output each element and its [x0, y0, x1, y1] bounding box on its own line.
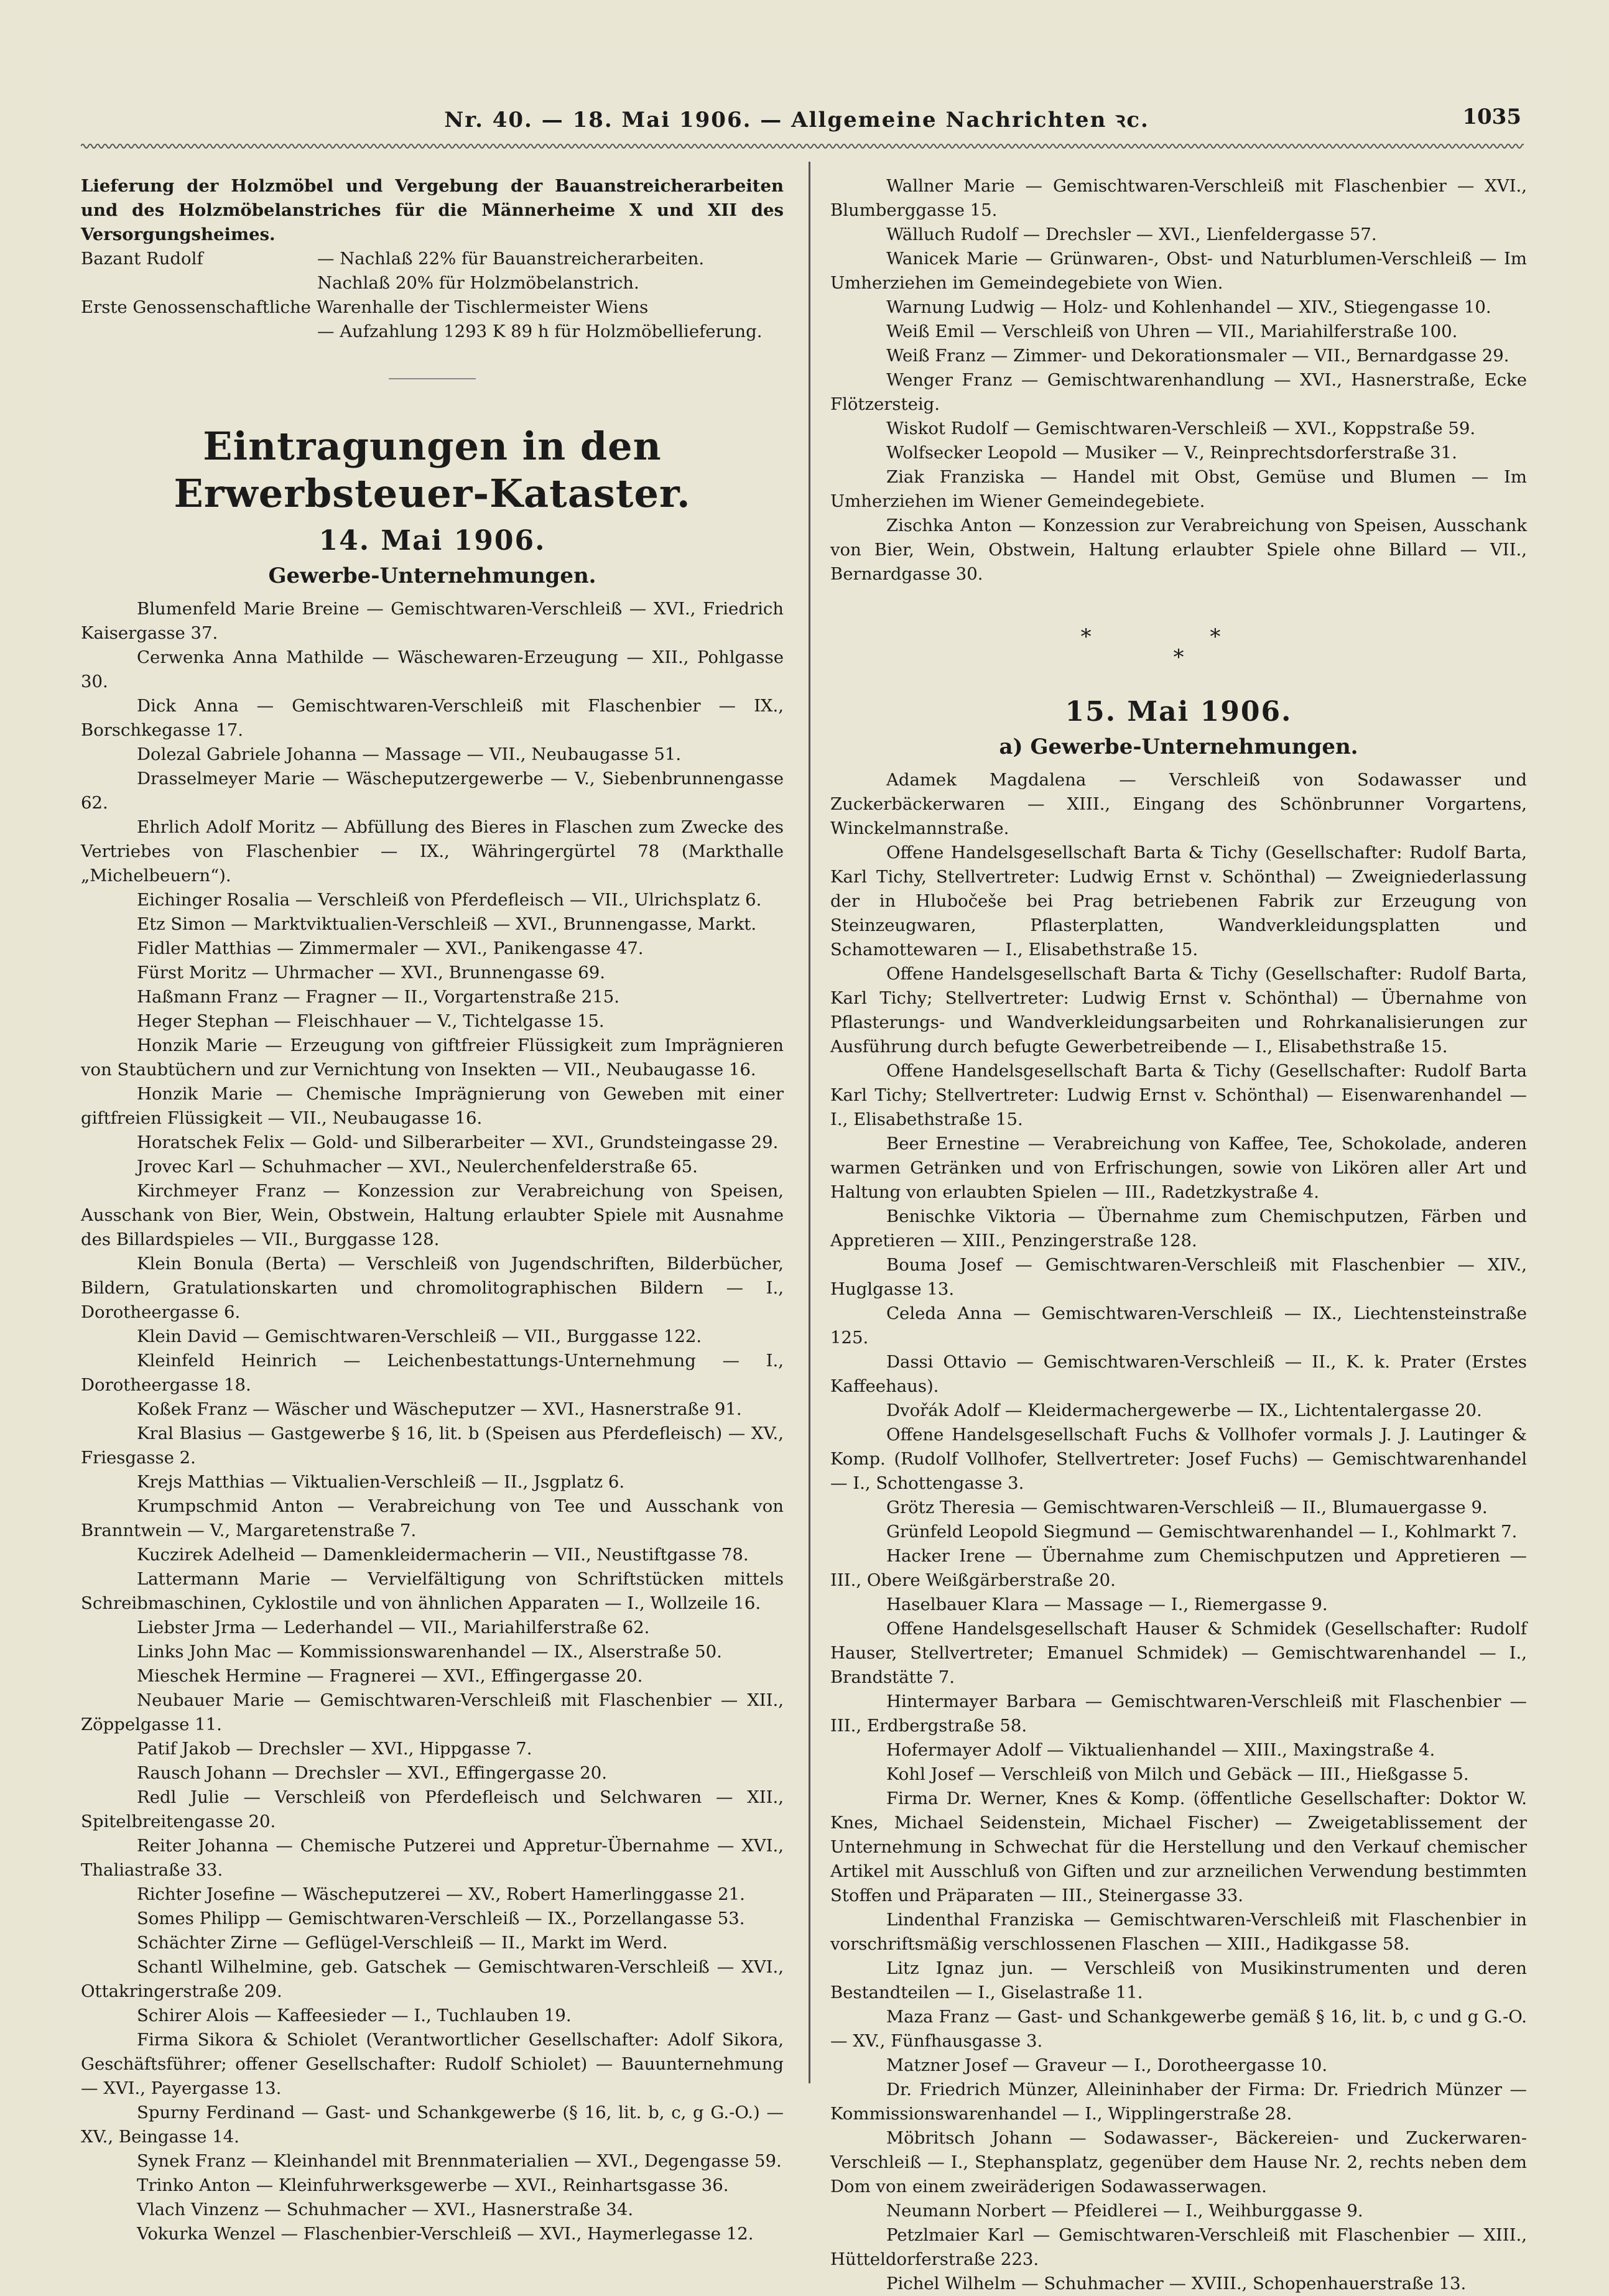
entries-list-14-continued — [830, 174, 1527, 586]
left-column — [81, 174, 784, 2246]
register-entry: Kohl Josef — Verschleiß von Milch und Gebäck — III., Hießgasse 5. — [886, 1764, 1469, 1784]
register-entry: Grünfeld Leopold Siegmund — Gemischtwarenhandel — I., Kohlmarkt 7. — [886, 1522, 1518, 1542]
page-number: 1035 — [1462, 104, 1521, 129]
register-entry: Neubauer Marie — Gemischtwaren-Verschleiß mit Flaschenbier — XII., Zöppelgasse 11. — [81, 1690, 784, 1734]
running-header — [72, 104, 1521, 136]
register-entry: Eichinger Rosalia — Verschleiß von Pferdefleisch — VII., Ulrichsplatz 6. — [137, 890, 762, 910]
header-title: Nr. 40. — 18. Mai 1906. — Allgemeine Nachrichten ꝛc. — [444, 108, 1149, 132]
register-entry: Pichel Wilhelm — Schuhmacher — XVIII., Schopenhauerstraße 13. — [886, 2274, 1467, 2294]
register-entry: Liebster Jrma — Lederhandel — VII., Mariahilferstraße 62. — [137, 1618, 650, 1637]
date-heading-14: 14. Mai 1906. — [318, 525, 546, 557]
right-column — [830, 174, 1527, 2296]
register-entry: Rausch Johann — Drechsler — XVI., Effingergasse 20. — [137, 1763, 608, 1783]
main-title: Eintragungen in den Erwerbsteuer-Kataster. — [174, 424, 691, 516]
register-entry: Celeda Anna — Gemischtwaren-Verschleiß — IX., Liechtensteinstraße 125. — [830, 1303, 1527, 1348]
register-entry: Lindenthal Franziska — Gemischtwaren-Verschleiß mit Flaschenbier in vorschriftsmäßig verschlossenen Flaschen — XIII., Hadikgasse 58. — [830, 1910, 1527, 1954]
register-entry: Fürst Moritz — Uhrmacher — XVI., Brunnengasse 69. — [137, 963, 606, 983]
register-entry: Weiß Emil — Verschleiß von Uhren — VII., Mariahilferstraße 100. — [886, 322, 1458, 341]
register-entry: Klein David — Gemischtwaren-Verschleiß — VII., Burggasse 122. — [137, 1326, 702, 1346]
register-entry: Heger Stephan — Fleischhauer — V., Tichtelgasse 15. — [137, 1011, 605, 1031]
register-entry: Richter Josefine — Wäscheputzerei — XV., Robert Hamerlinggasse 21. — [137, 1884, 745, 1904]
register-entry: Horatschek Felix — Gold- und Silberarbeiter — XVI., Grundsteingasse 29. — [137, 1132, 779, 1152]
register-entry: Krejs Matthias — Viktualien-Verschleiß — II., Jsgplatz 6. — [137, 1472, 625, 1492]
intro-row-name — [81, 271, 317, 295]
register-entry: Krumpschmid Anton — Verabreichung von Tee und Ausschank von Branntwein — V., Margaretenstraße 7. — [81, 1496, 784, 1540]
register-entry: Ziak Franziska — Handel mit Obst, Gemüse und Blumen — Im Umherziehen im Wiener Gemeindegebiete. — [830, 467, 1527, 511]
register-entry: Mieschek Hermine — Fragnerei — XVI., Effingergasse 20. — [137, 1666, 643, 1686]
register-entry: Petzlmaier Karl — Gemischtwaren-Verschleiß mit Flaschenbier — XIII., Hütteldorferstraße 223. — [830, 2225, 1527, 2269]
register-entry: Synek Franz — Kleinhandel mit Brennmaterialien — XVI., Degengasse 59. — [137, 2151, 782, 2171]
intro-row-value: — Nachlaß 22% für Bauanstreicherarbeiten. — [317, 249, 705, 269]
register-entry: Offene Handelsgesellschaft Barta & Tichy (Gesellschafter: Rudolf Barta Karl Tichy; Stellvertreter: Ludwig Ernst v. Schönthal) — Eisenwarenhandel — I., Elisabethstraße 15. — [830, 1061, 1527, 1129]
register-entry: Beer Ernestine — Verabreichung von Kaffee, Tee, Schokolade, anderen warmen Getränken und von Erfrischungen, sowie von Likören aller Art und Haltung von erlaubten Spielen — III., Radetzkystraße 4. — [830, 1134, 1527, 1202]
register-entry: Maza Franz — Gast- und Schankgewerbe gemäß § 16, lit. b, c und g G.-O. — XV., Fünfhausgasse 3. — [830, 2007, 1527, 2051]
intro-row-value: Nachlaß 20% für Holzmöbelanstrich. — [317, 273, 639, 293]
register-entry: Zischka Anton — Konzession zur Verabreichung von Speisen, Ausschank von Bier, Wein, Obstwein, Haltung erlaubter Spiele ohne Billard — VII., Bernardgasse 30. — [830, 516, 1527, 584]
register-entry: Offene Handelsgesellschaft Barta & Tichy (Gesellschafter: Rudolf Barta, Karl Tichy, Stellvertreter: Ludwig Ernst v. Schönthal) — Zweigniederlassung der in Hlubočeše bei Prag betriebenen Fabrik zur Erzeugung von Steinzeugwaren, Pflasterplatten, Wandverkleidungsplatten und Schamottewaren — I., Elisabethstraße 15. — [830, 843, 1527, 960]
register-entry: Jrovec Karl — Schuhmacher — XVI., Neulerchenfelderstraße 65. — [137, 1157, 698, 1177]
intro-results — [81, 247, 784, 344]
register-entry: Schantl Wilhelmine, geb. Gatschek — Gemischtwaren-Verschleiß — XVI., Ottakringerstraße 209. — [81, 1957, 784, 2001]
entries-list-14 — [81, 597, 784, 2246]
register-entry: Offene Handelsgesellschaft Fuchs & Vollhofer vormals J. J. Lautinger & Komp. (Rudolf Vollhofer, Stellvertreter: Josef Fuchs) — Gemischtwarenhandel — I., Schottengasse 3. — [830, 1425, 1527, 1493]
register-entry: Litz Ignaz jun. — Verschleiß von Musikinstrumenten und deren Bestandteilen — I., Giselastraße 11. — [830, 1958, 1527, 2002]
register-entry: Adamek Magdalena — Verschleiß von Sodawasser und Zuckerbäckerwaren — XIII., Eingang des Schönbrunner Vorgartens, Winckelmannstraße. — [830, 770, 1527, 838]
register-entry: Somes Philipp — Gemischtwaren-Verschleiß — IX., Porzellangasse 53. — [137, 1909, 745, 1928]
register-entry: Neumann Norbert — Pfeidlerei — I., Weihburggasse 9. — [886, 2201, 1363, 2221]
register-entry: Grötz Theresia — Gemischtwaren-Verschleiß — II., Blumauergasse 9. — [886, 1497, 1488, 1517]
stars-divider-bottom: * — [1173, 645, 1184, 670]
register-entry: Wälluch Rudolf — Drechsler — XVI., Lienfeldergasse 57. — [886, 225, 1377, 244]
register-entry: Kirchmeyer Franz — Konzession zur Verabreichung von Speisen, Ausschank von Bier, Wein, Obstwein, Haltung erlaubter Spiele mit Ausnahme des Billardspieles — VII., Burggasse 128. — [81, 1181, 784, 1249]
register-entry: Reiter Johanna — Chemische Putzerei und Appretur-Übernahme — XVI., Thaliastraße 33. — [81, 1836, 784, 1880]
register-entry: Vlach Vinzenz — Schuhmacher — XVI., Hasnerstraße 34. — [137, 2200, 634, 2220]
header-wavy-rule — [81, 142, 1524, 150]
register-entry: Blumenfeld Marie Breine — Gemischtwaren-Verschleiß — XVI., Friedrich Kaisergasse 37. — [81, 599, 784, 643]
section-separator — [389, 378, 476, 379]
register-entry: Koßek Franz — Wäscher und Wäscheputzer — XVI., Hasnerstraße 91. — [137, 1399, 742, 1419]
register-entry: Honzik Marie — Chemische Imprägnierung von Geweben mit einer giftfreien Flüssigkeit — VII., Neubaugasse 16. — [81, 1084, 784, 1128]
register-entry: Dassi Ottavio — Gemischtwaren-Verschleiß — II., K. k. Prater (Erstes Kaffeehaus). — [830, 1352, 1527, 1396]
register-entry: Hofermayer Adolf — Viktualienhandel — XIII., Maxingstraße 4. — [886, 1740, 1435, 1760]
register-entry: Patif Jakob — Drechsler — XVI., Hippgasse 7. — [137, 1739, 532, 1759]
register-entry: Wiskot Rudolf — Gemischtwaren-Verschleiß — XVI., Koppstraße 59. — [886, 419, 1476, 438]
register-entry: Kuczirek Adelheid — Damenkleidermacherin — VII., Neustiftgasse 78. — [137, 1545, 749, 1565]
register-entry: Hintermayer Barbara — Gemischtwaren-Verschleiß mit Flaschenbier — III., Erdbergstraße 58. — [830, 1692, 1527, 1736]
intro-title: Lieferung der Holzmöbel und Vergebung der Bauanstreicherarbeiten und des Holzmöbelanstriches für die Männerheime X und XII des Versorgungsheimes. — [81, 176, 784, 244]
intro-row-name: Erste Genossenschaftliche Warenhalle der Tischlermeister Wiens — [81, 297, 649, 317]
register-entry: Schächter Zirne — Geflügel-Verschleiß — II., Markt im Werd. — [137, 1933, 668, 1953]
stars-divider-top: * * — [1080, 624, 1277, 649]
register-entry: Haßmann Franz — Fragner — II., Vorgartenstraße 215. — [137, 987, 620, 1007]
register-entry: Kral Blasius — Gastgewerbe § 16, lit. b (Speisen aus Pferdefleisch) — XV., Friesgasse 2. — [81, 1423, 784, 1468]
register-entry: Offene Handelsgesellschaft Hauser & Schmidek (Gesellschafter: Rudolf Hauser, Stellvertreter; Emanuel Schmidek) — Gemischtwarenhandel — I., Brandstätte 7. — [830, 1619, 1527, 1687]
register-entry: Wanicek Marie — Grünwaren-, Obst- und Naturblumen-Verschleiß — Im Umherziehen im Gemeindegebiete von Wien. — [830, 249, 1527, 293]
register-entry: Matzner Josef — Graveur — I., Dorotheergasse 10. — [886, 2055, 1328, 2075]
register-entry: Dr. Friedrich Münzer, Alleininhaber der Firma: Dr. Friedrich Münzer — Kommissionswarenhandel — I., Wipplingerstraße 28. — [830, 2080, 1527, 2124]
section-heading-15: a) Gewerbe-Unternehmungen. — [999, 734, 1358, 759]
register-entry: Spurny Ferdinand — Gast- und Schankgewerbe (§ 16, lit. b, c, g G.-O.) — XV., Beingasse 14. — [81, 2103, 784, 2147]
register-entry: Möbritsch Johann — Sodawasser-, Bäckereien- und Zuckerwaren-Verschleiß — I., Stephansplatz, gegenüber dem Hause Nr. 2, rechts neben dem Dom von einem zweiräderigen Sodawasserwagen. — [830, 2128, 1527, 2196]
register-entry: Schirer Alois — Kaffeesieder — I., Tuchlauben 19. — [137, 2006, 572, 2025]
intro-row — [81, 295, 784, 320]
register-entry: Dvořák Adolf — Kleidermachergewerbe — IX., Lichtentalergasse 20. — [886, 1400, 1482, 1420]
intro-row — [81, 247, 784, 271]
register-entry: Dick Anna — Gemischtwaren-Verschleiß mit Flaschenbier — IX., Borschkegasse 17. — [81, 696, 784, 740]
register-entry: Weiß Franz — Zimmer- und Dekorationsmaler — VII., Bernardgasse 29. — [886, 346, 1509, 366]
register-entry: Cerwenka Anna Mathilde — Wäschewaren-Erzeugung — XII., Pohlgasse 30. — [81, 647, 784, 692]
register-entry: Wallner Marie — Gemischtwaren-Verschleiß mit Flaschenbier — XVI., Blumberggasse 15. — [830, 176, 1527, 220]
register-entry: Honzik Marie — Erzeugung von giftfreier Flüssigkeit zum Imprägnieren von Staubtüchern und zur Vernichtung von Insekten — VII., Neubaugasse 16. — [81, 1035, 784, 1080]
intro-row — [81, 320, 784, 344]
register-entry: Links John Mac — Kommissionswarenhandel — IX., Alserstraße 50. — [137, 1642, 722, 1662]
register-entry: Benischke Viktoria — Übernahme zum Chemischputzen, Färben und Appretieren — XIII., Penzingerstraße 128. — [830, 1206, 1527, 1251]
entries-list-15 — [830, 768, 1527, 2296]
date-heading-15: 15. Mai 1906. — [1065, 696, 1292, 728]
register-entry: Lattermann Marie — Vervielfältigung von Schriftstücken mittels Schreibmaschinen, Cyklostile und von ähnlichen Apparaten — I., Wollzeile 16. — [81, 1569, 784, 1613]
register-entry: Offene Handelsgesellschaft Barta & Tichy (Gesellschafter: Rudolf Barta, Karl Tichy; Stellvertreter: Ludwig Ernst v. Schönthal) — Übernahme von Pflasterungs- und Wandverkleidungsarbeiten und Rohrkanalisierungen zur Ausführung durch befugte Gewerbetreibende — I., Elisabethstraße 15. — [830, 964, 1527, 1057]
register-entry: Warnung Ludwig — Holz- und Kohlenhandel — XIV., Stiegengasse 10. — [886, 297, 1491, 317]
register-entry: Firma Sikora & Schiolet (Verantwortlicher Gesellschafter: Adolf Sikora, Geschäftsführer; offener Gesellschafter: Rudolf Schiolet) — Bauunternehmung — XVI., Payergasse 13. — [81, 2030, 784, 2098]
register-entry: Firma Dr. Werner, Knes & Komp. (öffentliche Gesellschafter: Doktor W. Knes, Michael Seidenstein, Michael Fischer) — Zweigetablissement der Unternehmung in Schwechat für die Herstellung und den Verkauf chemischer Artikel mit Ausschluß von Giften und zur arzneilichen Verwendung bestimmten Stoffen und Präparaten — III., Steinergasse 33. — [830, 1789, 1527, 1905]
register-entry: Kleinfeld Heinrich — Leichenbestattungs-Unternehmung — I., Dorotheergasse 18. — [81, 1351, 784, 1395]
register-entry: Dolezal Gabriele Johanna — Massage — VII., Neubaugasse 51. — [137, 744, 682, 764]
register-entry: Etz Simon — Marktviktualien-Verschleiß — XVI., Brunnengasse, Markt. — [137, 914, 757, 934]
column-divider — [809, 162, 810, 2083]
register-entry: Vokurka Wenzel — Flaschenbier-Verschleiß — XVI., Haymerlegasse 12. — [137, 2224, 754, 2244]
intro-row-name: Bazant Rudolf — [81, 249, 203, 269]
intro-row — [81, 271, 784, 295]
register-entry: Wenger Franz — Gemischtwarenhandlung — XVI., Hasnerstraße, Ecke Flötzersteig. — [830, 370, 1527, 414]
register-entry: Fidler Matthias — Zimmermaler — XVI., Panikengasse 47. — [137, 938, 644, 958]
register-entry: Bouma Josef — Gemischtwaren-Verschleiß mit Flaschenbier — XIV., Huglgasse 13. — [830, 1255, 1527, 1299]
register-entry: Drasselmeyer Marie — Wäscheputzergewerbe — V., Siebenbrunnengasse 62. — [81, 769, 784, 813]
register-entry: Wolfsecker Leopold — Musiker — V., Reinprechtsdorferstraße 31. — [886, 443, 1457, 463]
register-entry: Ehrlich Adolf Moritz — Abfüllung des Bieres in Flaschen zum Zwecke des Vertriebes von Flaschenbier — IX., Währingergürtel 78 (Markthalle „Michelbeuern“). — [81, 817, 784, 886]
register-entry: Haselbauer Klara — Massage — I., Riemergasse 9. — [886, 1595, 1328, 1614]
section-heading-14: Gewerbe-Unternehmungen. — [268, 563, 596, 588]
intro-row-name — [81, 320, 317, 344]
register-entry: Redl Julie — Verschleiß von Pferdefleisch und Selchwaren — XII., Spitelbreitengasse 20. — [81, 1787, 784, 1831]
register-entry: Hacker Irene — Übernahme zum Chemischputzen und Appretieren — III., Obere Weißgärberstraße 20. — [830, 1546, 1527, 1590]
register-entry: Klein Bonula (Berta) — Verschleiß von Jugendschriften, Bilderbücher, Bildern, Gratulationskarten und chromolitographischen Bildern — I., Dorotheergasse 6. — [81, 1254, 784, 1322]
intro-row-value: — Aufzahlung 1293 K 89 h für Holzmöbellieferung. — [317, 322, 763, 341]
register-entry: Trinko Anton — Kleinfuhrwerksgewerbe — XVI., Reinhartsgasse 36. — [137, 2175, 729, 2195]
